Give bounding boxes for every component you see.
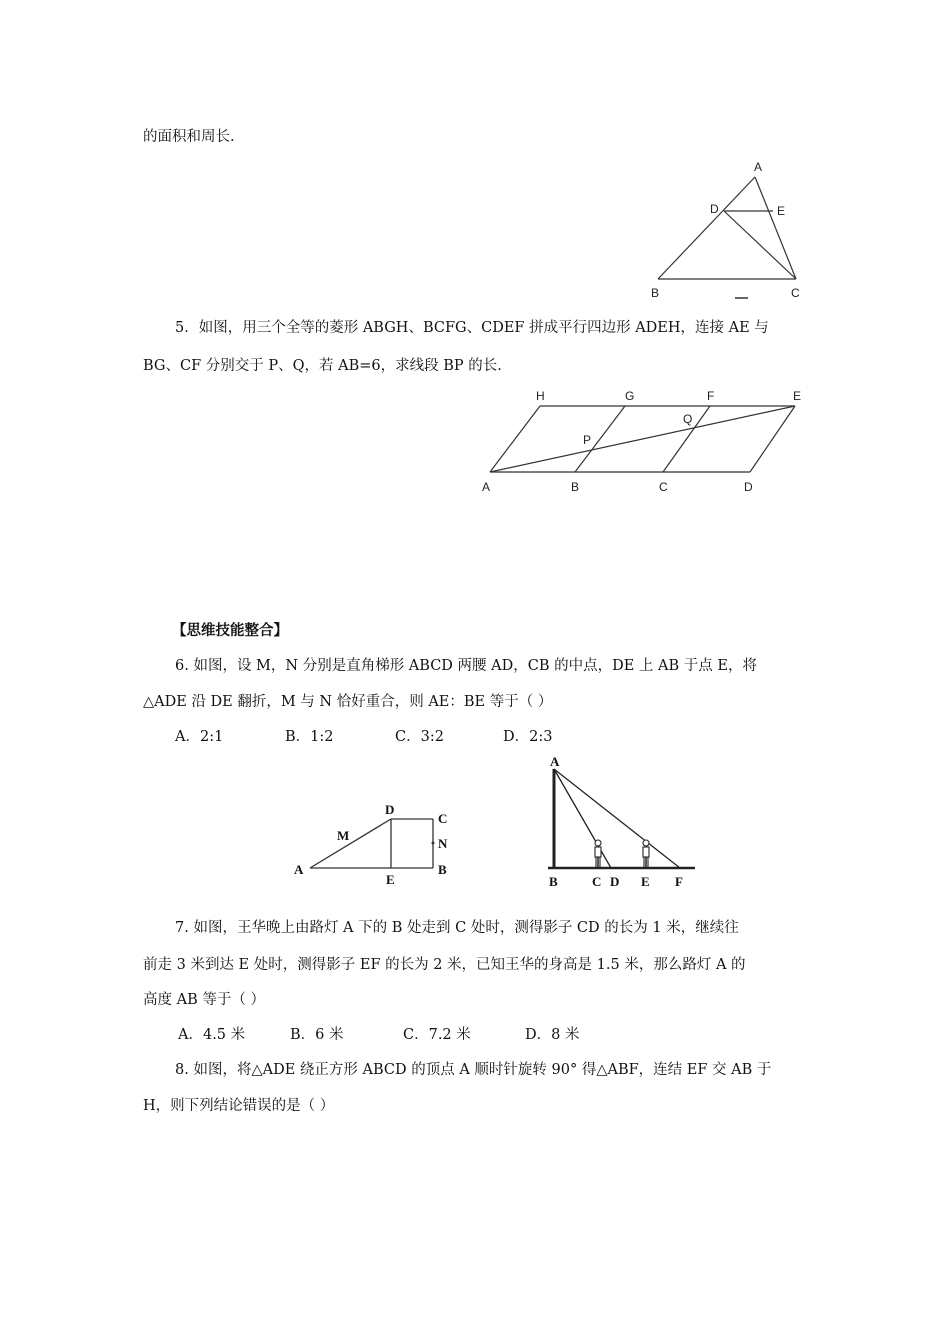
q7-line3: 高度 AB 等于（ ） [143,992,265,1008]
label-b: B [549,874,558,889]
parallelogram-figure [470,385,820,495]
q7-option-b: B．6 米 [290,1027,344,1043]
label-m: M [337,828,350,843]
label-q: Q [683,412,693,426]
q5-line1: 5．如图，用三个全等的菱形 ABGH、BCFG、CDEF 拼成平行四边形 ADEH，连接 AE 与 [175,320,769,336]
q7-line2: 前走 3 米到达 E 处时，测得影子 EF 的长为 2 米，已知王华的身高是 1.5 米，那么路灯 A 的 [143,957,746,973]
label-c: C [438,811,448,826]
label-f: F [707,389,715,403]
label-a: A [550,755,560,769]
q6-line1: 6. 如图，设 M，N 分别是直角梯形 ABCD 两腰 AD，CB 的中点，DE 上 AB 于点 E，将 [175,658,757,674]
label-d: D [710,202,719,216]
q7-option-a: A．4.5 米 [178,1027,246,1043]
q6-option-a: A．2:1 [175,729,224,745]
q8-line2: H，则下列结论错误的是（ ） [143,1098,335,1114]
label-d: D [744,480,753,494]
lamp-shadow-figure [540,755,710,890]
label-b: B [571,480,580,494]
label-a: A [294,862,304,877]
label-b: B [438,862,447,877]
label-c: C [791,286,800,300]
q6-option-c: C．3:2 [395,729,444,745]
q6-option-d: D．2:3 [503,729,553,745]
q6-option-b: B．1:2 [285,729,334,745]
label-n: N [438,836,448,851]
label-f: F [675,874,683,889]
text-line-area-perimeter: 的面积和周长. [143,129,235,145]
label-e: E [386,872,395,887]
label-c: C [592,874,602,889]
q7-line1: 7. 如图，王华晚上由路灯 A 下的 B 处走到 C 处时，测得影子 CD 的长为 1 米，继续往 [175,920,739,936]
q7-option-c: C．7.2 米 [403,1027,471,1043]
q8-line1: 8. 如图，将△ADE 绕正方形 ABCD 的顶点 A 顺时针旋转 90° 得△ABF，连结 EF 交 AB 于 [175,1062,772,1078]
label-p: P [583,433,592,447]
label-g: G [625,389,635,403]
triangle-figure [640,155,820,305]
label-e: E [777,204,786,218]
label-a: A [482,480,491,494]
trapezoid-figure [288,800,468,890]
label-e: E [641,874,650,889]
label-d: D [610,874,620,889]
label-b: B [651,286,660,300]
label-e: E [793,389,802,403]
q5-line2: BG、CF 分别交于 P、Q，若 AB=6，求线段 BP 的长. [143,358,502,374]
label-h: H [536,389,545,403]
label-c: C [659,480,668,494]
label-d: D [385,802,395,817]
section-title: 【思维技能整合】 [172,622,288,639]
q7-option-d: D．8 米 [525,1027,580,1043]
label-a: A [754,160,763,174]
q6-line2: △ADE 沿 DE 翻折，M 与 N 恰好重合，则 AE：BE 等于（ ） [143,694,553,710]
